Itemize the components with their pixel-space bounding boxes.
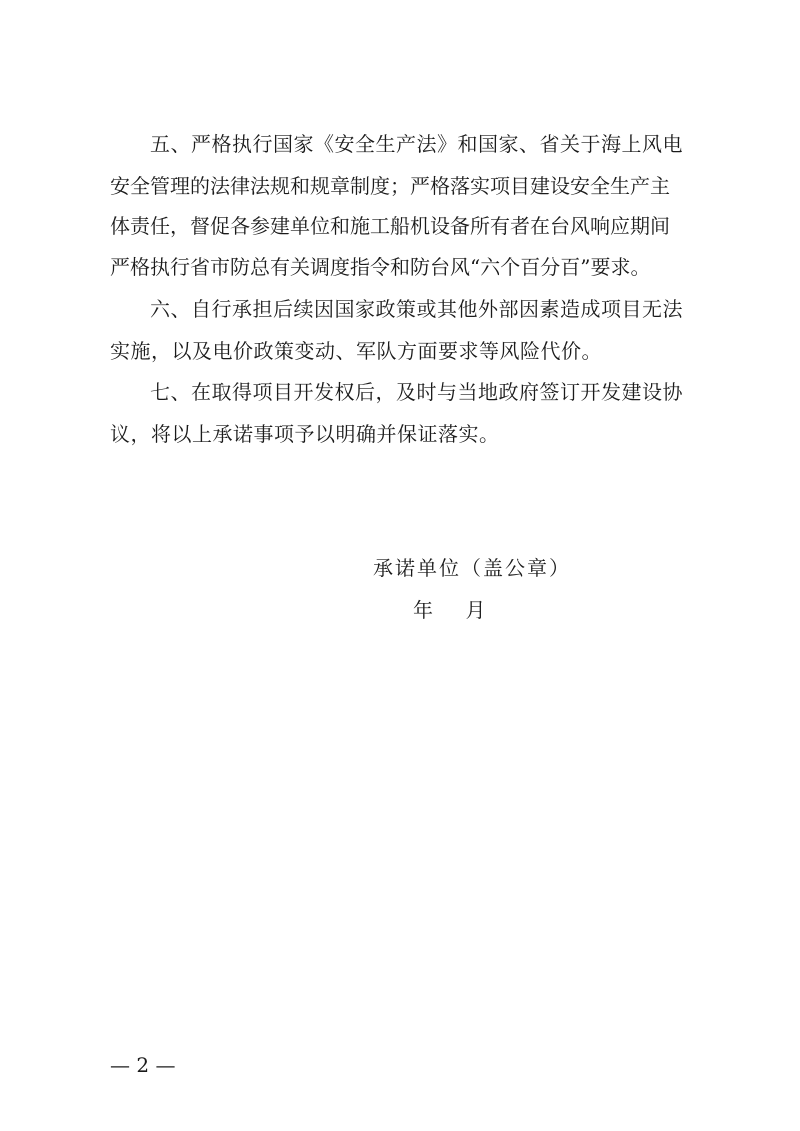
signature-unit: 承诺单位（盖公章）	[373, 556, 571, 580]
page-number: — 2 —	[110, 1053, 176, 1077]
paragraph-6-line-2: 实施，以及电价政策变动、军队方面要求等风险代价。	[110, 339, 602, 363]
signature-year: 年	[413, 598, 434, 622]
signature-date	[413, 598, 486, 622]
paragraph-7-line-2: 议，将以上承诺事项予以明确并保证落实。	[110, 422, 500, 446]
paragraph-6-line-1: 六、自行承担后续因国家政策或其他外部因素造成项目无法	[150, 297, 683, 321]
signature-month: 月	[465, 598, 486, 622]
paragraph-5-line-3: 体责任，督促各参建单位和施工船机设备所有者在台风响应期间	[110, 214, 670, 238]
paragraph-5-line-4: 严格执行省市防总有关调度指令和防台风“六个百分百”要求。	[110, 255, 651, 279]
paragraph-5-line-1: 五、严格执行国家《安全生产法》和国家、省关于海上风电	[150, 132, 683, 156]
paragraph-5-line-2: 安全管理的法律法规和规章制度；严格落实项目建设安全生产主	[110, 174, 670, 198]
paragraph-7-line-1: 七、在取得项目开发权后，及时与当地政府签订开发建设协	[150, 380, 683, 404]
